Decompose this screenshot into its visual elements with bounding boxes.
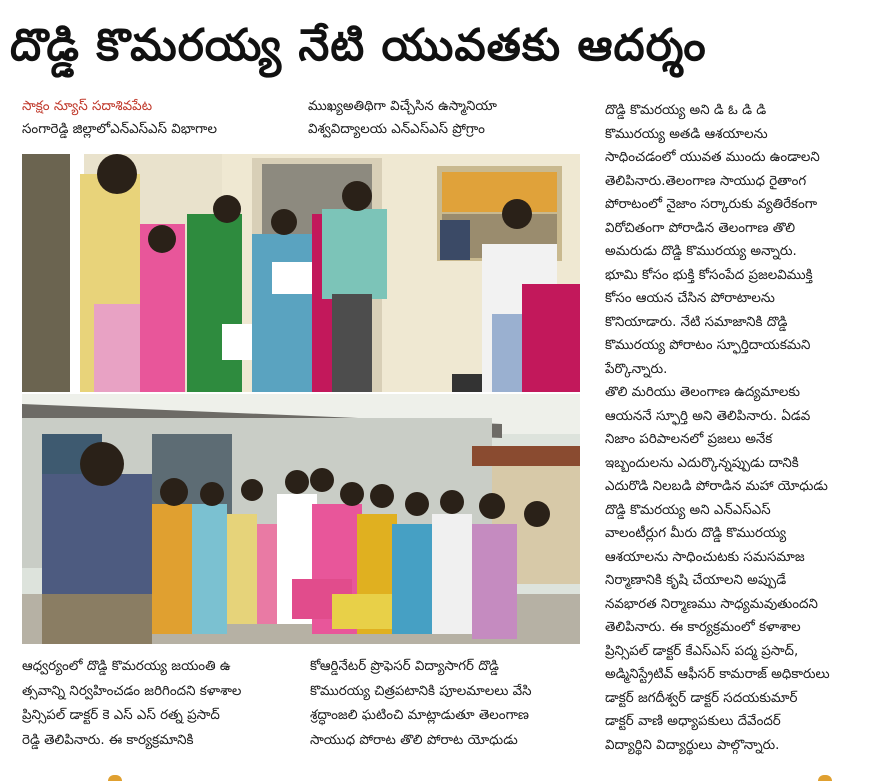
text-line: విరోచితంగా పోరాడిన తెలంగాణ తొలి [605, 220, 796, 236]
text-line: అడ్మినిస్ట్రేటివ్ ఆఫీసర్ కామరాజ్ అధికారులు [605, 667, 830, 682]
column-3 [605, 99, 887, 757]
text-line: రెడ్డి తెలిపినారు. ఈ కార్యక్రమానికి [22, 732, 194, 748]
text-line: తొలి మరియు తెలంగాణ ఉద్యమాలకు [605, 385, 801, 400]
photo-group [22, 394, 580, 644]
text-line: ఇబ్బందులను ఎదుర్కొన్నప్పుడు దానికి [605, 455, 799, 471]
text-line: భూమి కోసం భుక్తి కోసంపేద ప్రజలవిముక్తి [605, 267, 813, 283]
text-line: దొడ్డి కొమరయ్య అని ఎన్ఎస్ఎస్ [605, 502, 771, 518]
byline: సాక్షం న్యూస్ సదాశివపేట [22, 99, 153, 114]
text-line: కొనియాడారు. నేటి సమాజానికి దొడ్డి [605, 314, 788, 330]
text-line: ముఖ్యఅతిథిగా విచ్చేసిన ఉస్మానియా [308, 99, 497, 114]
text-line: కొమురయ్య చిత్రపటానికి పూలమాలలు వేసి [310, 683, 532, 699]
text-line: ఆయననే స్ఫూర్తి అని తెలిపినారు. ఏడవ [605, 408, 811, 424]
text-line: సాధించడంలో యువత ముందు ఉండాలని [605, 150, 820, 165]
text-line: డాక్టర్ జగదీశ్వర్ డాక్టర్ సదయకుమార్ [605, 690, 798, 706]
text-line: ప్రిన్సిపల్ డాక్టర్ కేఎస్ఎస్ పద్మ ప్రసాద్, [605, 643, 799, 659]
text-line: విశ్వవిద్యాలయ ఎన్ఎస్ఎస్ ప్రోగ్రాం [308, 121, 485, 137]
column-1-bottom [22, 655, 307, 753]
text-line: నవభారత నిర్మాణము సాధ్యమవుతుందని [605, 596, 818, 612]
text-line: సాయుధ పోరాట తొలి పోరాట యోధుడు [310, 732, 518, 748]
column-1-top [22, 96, 302, 141]
text-line: శ్రద్ధాంజలి ఘటించి మాట్లాడుతూ తెలంగాణ [310, 708, 529, 723]
text-line: సంగారెడ్డి జిల్లాలోఎన్ఎస్ఎస్ విభాగాల [22, 121, 217, 137]
text-line: పేర్కొన్నారు. [605, 361, 668, 377]
photo-doorway-event [22, 154, 580, 392]
text-line: విద్యార్థిని విద్యార్థులు పాల్గొన్నారు. [605, 737, 780, 753]
text-line: వాలంటీర్లుగ మీరు దొడ్డి కొమురయ్య [605, 526, 787, 541]
text-line: డాక్టర్ వాణి అధ్యాపకులు దేవేందర్ [605, 714, 781, 729]
text-line: నిర్మాణానికి కృషి చేయాలని అప్పుడే [605, 573, 787, 588]
text-line: అమరుడు దొడ్డి కొమురయ్య అన్నారు. [605, 244, 797, 259]
text-line: కొమురయ్య పోరాటం స్ఫూర్తిదాయకమని [605, 338, 811, 353]
text-line: ఆధ్వర్యంలో దొడ్డి కొమరయ్య జయంతి ఉ [22, 659, 231, 674]
text-line: ఎదురొడి నిలబడి పోరాడిన మహా యోధుడు [605, 479, 828, 494]
text-line: దొడ్డి కొమరయ్య అని డి ఓ డి డి [605, 103, 767, 118]
headline: దొడ్డి కొమరయ్య నేటి యువతకు ఆదర్శం [10, 20, 707, 71]
text-line: కొమురయ్య అతడి ఆశయాలను [605, 126, 768, 142]
text-line: నిజాం పరిపాలనలో ప్రజలు అనేక [605, 432, 773, 447]
text-line: కోఆర్డినేటర్ ప్రొఫెసర్ విద్యాసాగర్ దొడ్డి [310, 659, 499, 674]
column-2-bottom [310, 655, 595, 753]
text-line: ప్రిన్సిపల్ డాక్టర్ కె ఎస్ ఎస్ రత్న ప్రసాద్ [22, 708, 220, 723]
text-line: పోరాటంలో నైజాం సర్కారుకు వ్యతిరేకంగా [605, 197, 818, 212]
text-line: తెలిపినారు. ఈ కార్యక్రమంలో కళాశాల [605, 620, 801, 635]
decorative-mark-left [108, 775, 122, 781]
text-line: ఆశయాలను సాధించుటకు సమసమాజ [605, 549, 805, 565]
decorative-mark-right [818, 775, 832, 781]
text-line: తెలిపినారు.తెలంగాణ సాయుధ రైతాంగ [605, 173, 807, 189]
text-line: కోసం ఆయన చేసిన పోరాటాలను [605, 291, 775, 306]
text-line: త్సవాన్ని నిర్వహించడం జరిగిందని కళాశాల [22, 683, 242, 699]
column-2-top [308, 96, 588, 141]
